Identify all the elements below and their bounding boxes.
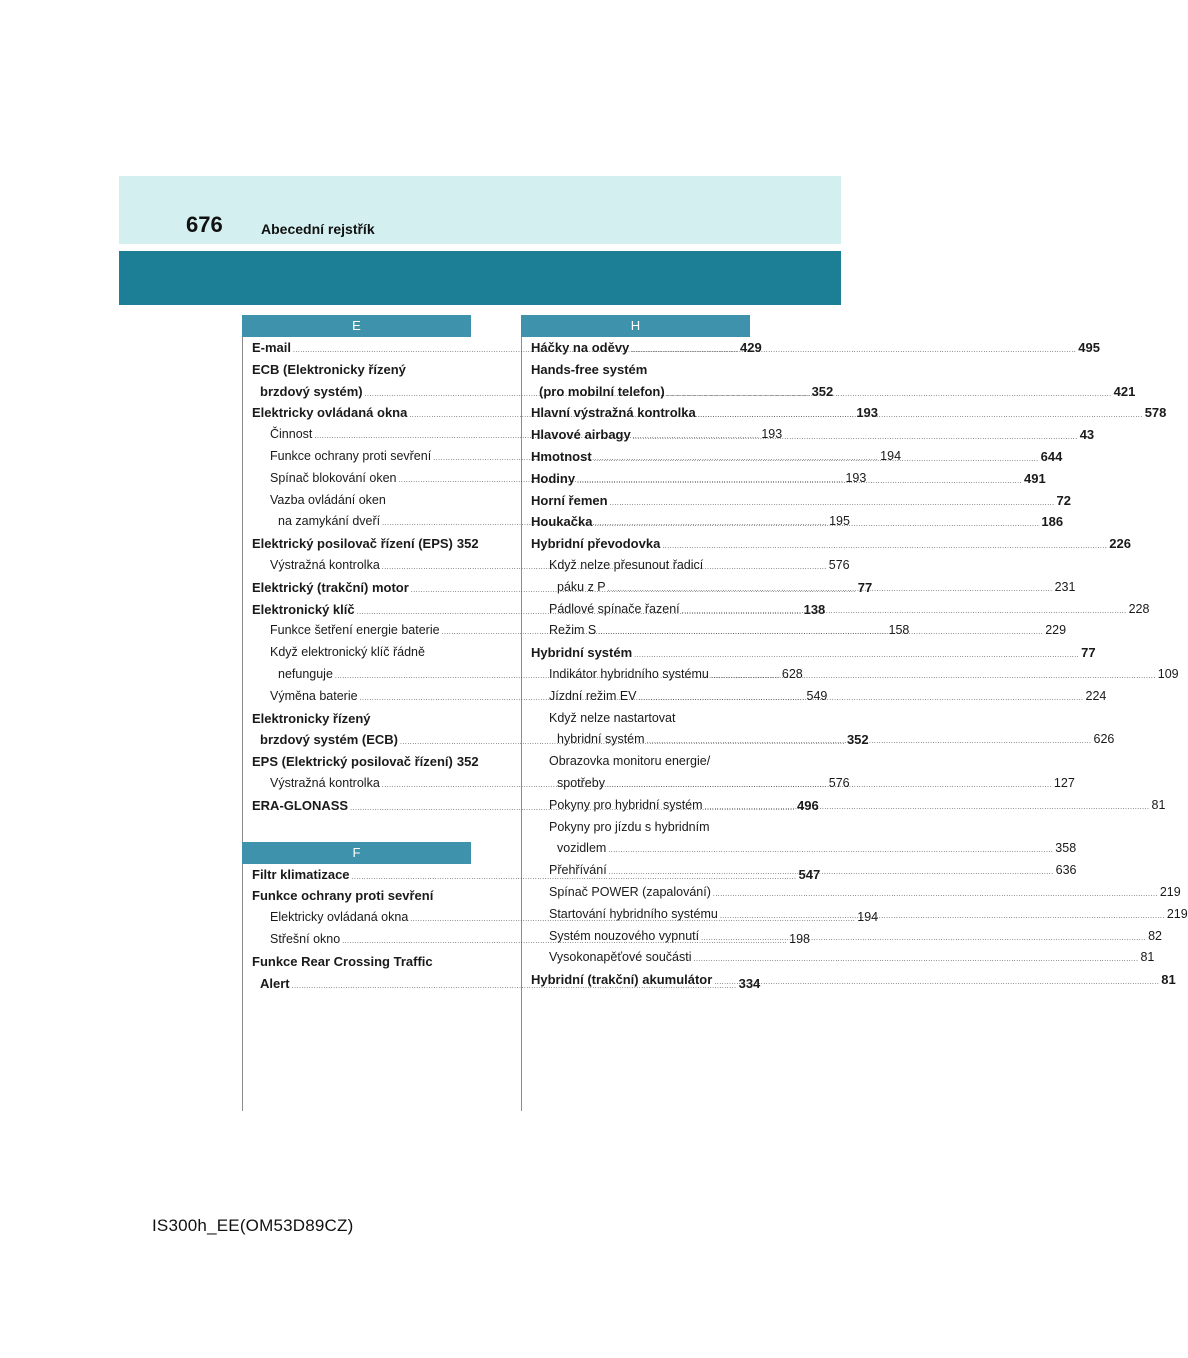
- dot-leader: [720, 906, 1165, 928]
- entry-page: 628: [781, 666, 803, 681]
- dot-leader: [639, 688, 1084, 710]
- entry-term: Elektrický (trakční) motor: [252, 579, 409, 595]
- entry-term: nefunguje: [278, 666, 333, 681]
- entry-page: 81: [1161, 972, 1176, 988]
- entry-term: Hybridní převodovka: [531, 536, 661, 552]
- entry-term: Pokyny pro jízdu s hybridním: [549, 819, 710, 834]
- entry-page: 352: [846, 732, 869, 748]
- entry-term: Obrazovka monitoru energie/: [549, 754, 711, 769]
- entry-page: 82: [1148, 928, 1162, 943]
- entry-page: 81: [1151, 797, 1166, 812]
- index-entry: [531, 969, 1176, 991]
- entry-page: 229: [1045, 623, 1067, 638]
- entry-term: Hands-free systém: [531, 361, 648, 377]
- entry-page: 43: [1079, 427, 1095, 443]
- entry-term: Vazba ovládání oken: [270, 492, 386, 507]
- index-subentry: [531, 708, 750, 730]
- entry-term: Háčky na oděvy: [531, 340, 630, 355]
- dot-leader: [705, 797, 1150, 819]
- entry-page: 138: [803, 601, 826, 617]
- index-entry: [531, 533, 1131, 555]
- entry-term: Filtr klimatizace: [252, 866, 350, 882]
- entry-term: Pokyny pro hybridní systém: [549, 797, 703, 812]
- entry-term: ECB (Elektronicky řízený: [252, 361, 406, 377]
- entry-term: Indikátor hybridního systému: [549, 666, 709, 681]
- entry-term: Střešní okno: [270, 931, 341, 946]
- entry-term: (pro mobilní telefon): [539, 383, 665, 399]
- entry-page: 549: [806, 688, 828, 703]
- entry-page: 358: [1055, 841, 1077, 856]
- entry-term: Výstražná kontrolka: [270, 775, 380, 790]
- index-subentry: [531, 817, 750, 839]
- dot-leader: [594, 514, 1039, 536]
- entry-page: 77: [857, 579, 873, 595]
- dot-leader: [607, 775, 1052, 797]
- entry-term: Vysokonapěťové součásti: [549, 950, 692, 965]
- index-subentry: [531, 947, 1155, 969]
- dot-leader: [577, 471, 1022, 493]
- entry-term: Když nelze přesunout řadicí: [549, 557, 704, 572]
- entry-term: Hybridní (trakční) akumulátor: [531, 972, 713, 988]
- entry-page: 352: [456, 754, 479, 770]
- entry-term: E-mail: [252, 340, 292, 355]
- section-gap: [242, 817, 471, 842]
- dot-leader: [662, 536, 1107, 558]
- entry-term: na zamykání dveří: [278, 514, 381, 529]
- entry-page: 576: [828, 775, 850, 790]
- dot-leader: [701, 928, 1146, 950]
- index-entry: [531, 490, 1072, 512]
- section-header-e: E: [242, 315, 471, 337]
- entry-page: 495: [1078, 340, 1100, 355]
- entry-page: 231: [1054, 579, 1076, 594]
- entry-page: 81: [1140, 950, 1155, 965]
- entry-term: Elektrický posilovač řízení (EPS): [252, 536, 453, 552]
- entry-page: 578: [1144, 405, 1167, 421]
- index-entry: [531, 642, 1096, 664]
- dot-leader: [667, 384, 1112, 406]
- entry-page: 228: [1128, 601, 1150, 616]
- index-entry: [531, 359, 750, 381]
- header-band: [119, 176, 841, 244]
- entry-term: Hybridní systém: [531, 645, 633, 661]
- entry-term: Funkce Rear Crossing Traffic: [252, 953, 433, 969]
- entry-term: brzdový systém (ECB): [260, 732, 398, 748]
- dot-leader: [609, 862, 1054, 884]
- dot-leader: [714, 972, 1159, 994]
- page-number: 676: [186, 212, 223, 237]
- entry-term: Startování hybridního systému: [549, 906, 718, 921]
- entry-page: 334: [738, 975, 761, 991]
- index-subentry: [531, 838, 1077, 860]
- dot-leader: [631, 340, 1076, 362]
- entry-page: 429: [739, 340, 762, 355]
- index-subentry: [252, 490, 471, 512]
- index-entry: [252, 885, 471, 907]
- entry-page: 219: [1166, 906, 1188, 921]
- entry-term: Jízdní režim EV: [549, 688, 637, 703]
- entry-term: Výstražná kontrolka: [270, 557, 380, 572]
- index-subentry: [531, 555, 750, 577]
- entry-page: 193: [845, 470, 867, 485]
- entry-page: 194: [857, 910, 879, 925]
- entry-term: vozidlem: [557, 841, 607, 856]
- entry-page: 626: [1093, 732, 1115, 747]
- entry-term: Funkce ochrany proti sevření: [252, 888, 434, 904]
- index-entry: [252, 751, 479, 773]
- entry-page: 491: [1024, 470, 1046, 486]
- entry-page: 77: [1081, 645, 1096, 661]
- index-entry: [252, 359, 471, 381]
- entry-page: 186: [1041, 514, 1064, 530]
- entry-term: Hodiny: [531, 470, 576, 486]
- section-banner: [119, 251, 841, 305]
- entry-page: 496: [797, 797, 819, 813]
- section-header-f: F: [242, 842, 471, 864]
- dot-leader: [711, 666, 1156, 688]
- entry-term: Spínač blokování oken: [270, 470, 397, 485]
- entry-term: brzdový systém): [260, 383, 363, 399]
- index-subentry: [531, 882, 1181, 904]
- entry-page: 72: [1056, 492, 1072, 508]
- entry-page: 195: [829, 514, 850, 529]
- entry-term: Elektricky ovládaná okna: [270, 910, 409, 925]
- entry-term: Houkačka: [531, 514, 593, 530]
- entry-term: Horní řemen: [531, 492, 608, 508]
- entry-term: páku z P: [557, 579, 606, 594]
- dot-leader: [698, 405, 1143, 427]
- section-header-h: H: [521, 315, 750, 337]
- dot-leader: [594, 449, 1039, 471]
- entry-page: 644: [1040, 448, 1063, 464]
- entry-term: Spínač POWER (zapalování): [549, 884, 711, 899]
- entry-page: 226: [1109, 536, 1131, 552]
- entry-term: Režim S: [549, 623, 597, 638]
- dot-leader: [598, 622, 1043, 644]
- index-subentry: [252, 642, 471, 664]
- entry-page: 636: [1055, 863, 1077, 878]
- entry-term: EPS (Elektrický posilovač řízení): [252, 754, 453, 770]
- entry-term: Elektricky ovládaná okna: [252, 405, 408, 421]
- entry-page: 352: [456, 536, 479, 552]
- entry-page: 224: [1085, 688, 1107, 703]
- dot-leader: [713, 884, 1158, 906]
- entry-page: 109: [1157, 666, 1179, 681]
- entry-page: 547: [798, 866, 821, 882]
- entry-page: 127: [1053, 775, 1075, 790]
- entry-page: 576: [828, 557, 850, 572]
- entry-page: 352: [811, 383, 834, 399]
- dot-leader: [682, 601, 1127, 623]
- header-title: Abecední rejstřík: [261, 221, 375, 237]
- entry-page: 421: [1113, 383, 1136, 399]
- entry-page: 193: [856, 405, 879, 421]
- dot-leader: [633, 427, 1078, 449]
- entry-term: Pádlové spínače řazení: [549, 601, 680, 616]
- entry-term: Elektronický klíč: [252, 601, 355, 617]
- index-entry: [252, 533, 479, 555]
- entry-page: 194: [880, 448, 902, 463]
- entry-term: Elektronicky řízený: [252, 710, 371, 726]
- entry-term: Funkce šetření energie baterie: [270, 623, 440, 638]
- entry-term: spotřeby: [557, 775, 605, 790]
- entry-term: Hmotnost: [531, 448, 592, 464]
- dot-leader: [694, 949, 1139, 971]
- model-code: IS300h_EE(OM53D89CZ): [152, 1216, 354, 1235]
- entry-page: 193: [761, 427, 783, 442]
- dot-leader: [608, 840, 1053, 862]
- dot-leader: [610, 493, 1055, 515]
- entry-term: Když elektronický klíč řádně: [270, 645, 425, 660]
- dot-leader: [608, 579, 1053, 601]
- entry-term: Systém nouzového vypnutí: [549, 928, 700, 943]
- entry-term: Výměna baterie: [270, 688, 358, 703]
- entry-term: Když nelze nastartovat: [549, 710, 676, 725]
- index-entry: [252, 708, 471, 730]
- entry-page: 219: [1159, 884, 1181, 899]
- entry-term: Přehřívání: [549, 863, 607, 878]
- entry-term: ERA-GLONASS: [252, 797, 349, 813]
- dot-leader: [647, 731, 1092, 753]
- index-entry: [252, 951, 471, 973]
- entry-term: Alert: [260, 975, 290, 991]
- index-subentry: [531, 751, 750, 773]
- entry-page: 198: [789, 931, 811, 946]
- entry-term: Hlavní výstražná kontrolka: [531, 405, 696, 421]
- entry-term: hybridní systém: [557, 732, 645, 747]
- entry-page: 158: [888, 623, 910, 638]
- entry-term: Funkce ochrany proti sevření: [270, 448, 432, 463]
- entry-term: Hlavové airbagy: [531, 427, 631, 443]
- entry-term: Činnost: [270, 427, 313, 442]
